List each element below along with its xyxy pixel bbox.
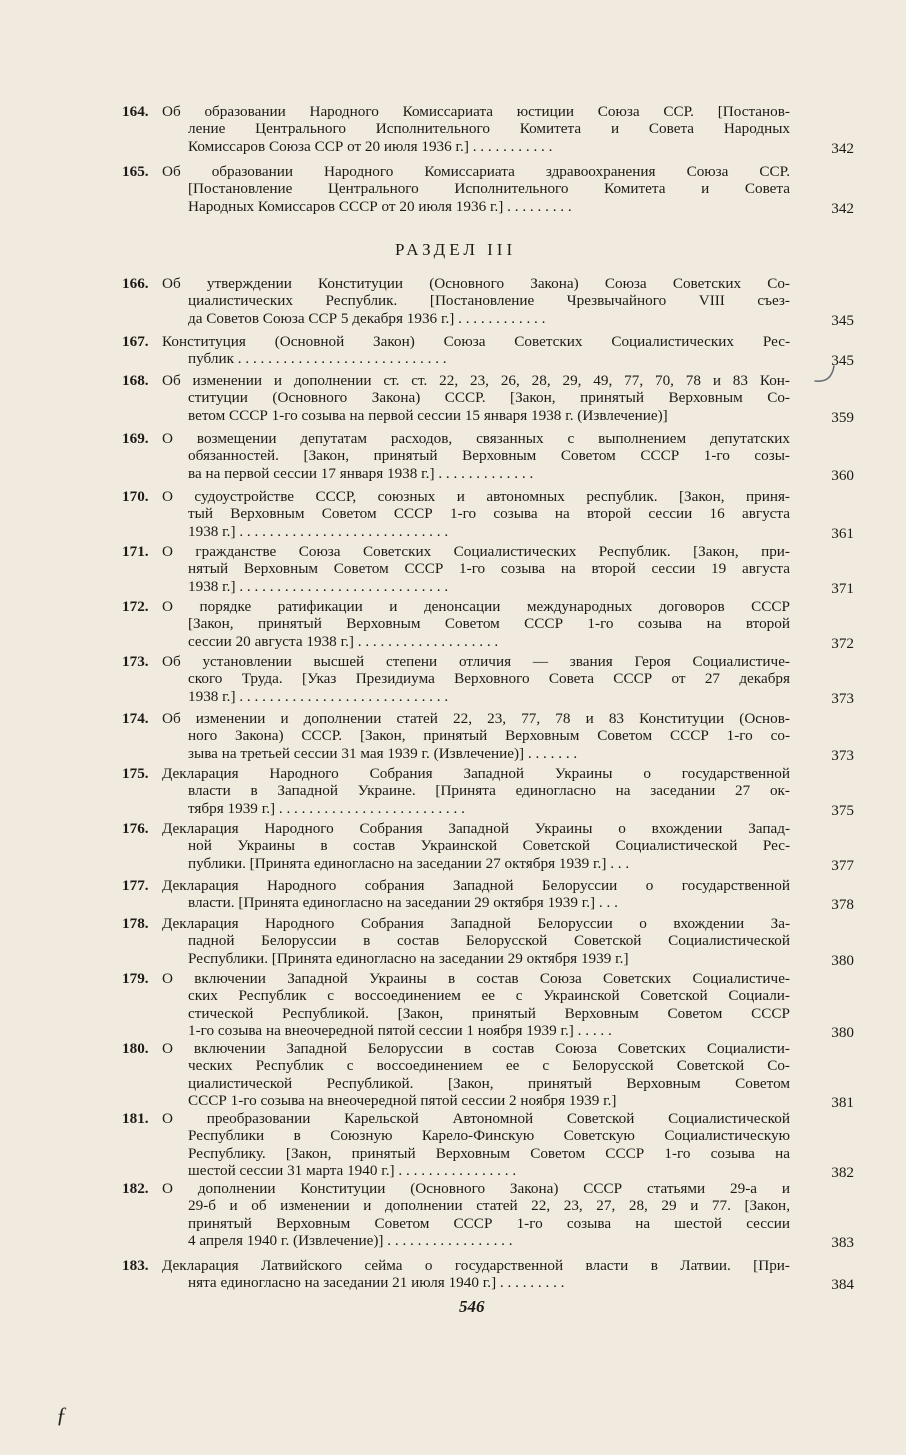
entry-title-line: О дополнении Конституции (Основного Закона) СССР статьями 29-а и [162, 1180, 790, 1197]
entry-number: 174. [122, 710, 149, 727]
entry-number: 167. [122, 333, 149, 350]
entry-title-line: ной Украины в состав Украинской Советской Социалистической Рес- [188, 837, 790, 855]
entry-title-line: нятый Верховным Советом СССР 1-го созыва на второй сессии 19 августа [188, 560, 790, 578]
entry-title [162, 915, 790, 967]
entry-title [162, 333, 790, 368]
entry-title-line: публики. [Принята единогласно на заседании 27 октября 1939 г.] . . . [188, 854, 630, 872]
entry-number: 180. [122, 1040, 149, 1057]
entry-page-number: 359 [831, 408, 854, 426]
entry-title-line: да Советов Союза ССР 5 декабря 1936 г.] . . . . . . . . . . . . [188, 309, 546, 327]
margin-mark: ƒ [56, 1402, 67, 1427]
entry-number: 179. [122, 970, 149, 987]
entry-page-number: 345 [831, 311, 854, 329]
entry-title [162, 1257, 790, 1292]
entry-number: 171. [122, 543, 149, 560]
entry-number: 166. [122, 275, 149, 292]
entry-title-line: ских Республик с воссоединением ее с Украинской Советской Социали- [188, 987, 790, 1005]
entry-page-number: 382 [831, 1164, 854, 1182]
entry-title-line: ского Труда. [Указ Президиума Верховного Совета СССР от 27 декабря [188, 670, 790, 688]
entry-page-number: 373 [831, 746, 854, 764]
entry-title [162, 598, 790, 650]
entry-title [162, 970, 790, 1040]
entry-title-line: Республики в Союзную Карело-Финскую Советскую Социалистическую [188, 1127, 790, 1145]
entry-page-number: 342 [831, 199, 854, 217]
entry-title-line: ческих Республик с воссоединением ее с Белорусской Советской Со- [188, 1057, 790, 1075]
entry-number: 181. [122, 1110, 149, 1127]
entry-title-line: циалистической Республикой. [Закон, принятый Верховным Советом [188, 1074, 790, 1092]
entry-title [162, 653, 790, 705]
entry-page-number: 372 [831, 634, 854, 652]
entry-title-line: О возмещении депутатам расходов, связанных с выполнением депутатских [162, 430, 790, 447]
entry-number: 170. [122, 488, 149, 505]
entry-page-number: 381 [831, 1094, 854, 1112]
page-number: 546 [459, 1297, 485, 1316]
entry-number: 169. [122, 430, 149, 447]
entry-number: 172. [122, 598, 149, 615]
entry-title-line: публик . . . . . . . . . . . . . . . . . . . . . . . . . . . . [188, 350, 447, 368]
entry-page-number: 345 [831, 352, 854, 370]
entry-title-line: О преобразовании Карельской Автономной Советской Социалистической [162, 1110, 790, 1127]
entry-title-line: Об образовании Народного Комиссариата юстиции Союза ССР. [Постанов- [162, 103, 790, 120]
entry-title-line: Об изменении и дополнении статей 22, 23, 77, 78 и 83 Конституции (Основ- [162, 710, 790, 727]
entry-page-number: 380 [831, 1024, 854, 1042]
entry-title-line: 1938 г.] . . . . . . . . . . . . . . . . . . . . . . . . . . . . [188, 687, 449, 705]
entry-title-line: 1938 г.] . . . . . . . . . . . . . . . . . . . . . . . . . . . . [188, 577, 449, 595]
entry-title-line: тября 1939 г.] . . . . . . . . . . . . . . . . . . . . . . . . . [188, 799, 465, 817]
entry-title [162, 372, 790, 424]
entry-number: 177. [122, 877, 149, 894]
entry-page-number: 377 [831, 856, 854, 874]
entry-title-line: СССР 1-го созыва на внеочередной пятой сессии 2 ноября 1939 г.] [188, 1092, 617, 1110]
entry-title-line: Декларация Народного собрания Западной Белоруссии о государственной [162, 877, 790, 894]
entry-title-line: зыва на третьей сессии 31 мая 1939 г. (Извлечение)] . . . . . . . [188, 744, 578, 762]
bracket-pencil-mark-icon [812, 364, 838, 386]
entry-title-line: Декларация Народного Собрания Западной Белоруссии о вхождении За- [162, 915, 790, 932]
entry-title [162, 543, 790, 595]
entry-title-line: Об образовании Народного Комиссариата здравоохранения Союза ССР. [162, 163, 790, 180]
entry-page-number: 383 [831, 1234, 854, 1252]
entry-title [162, 488, 790, 540]
entry-title-line: О включении Западной Белоруссии в состав Союза Советских Социалисти- [162, 1040, 790, 1057]
entry-number: 176. [122, 820, 149, 837]
entry-number: 183. [122, 1257, 149, 1274]
entry-page-number: 375 [831, 801, 854, 819]
entry-page-number: 380 [831, 951, 854, 969]
entry-title [162, 1040, 790, 1110]
entry-title-line: ление Центрального Исполнительного Комитета и Совета Народных [188, 120, 790, 138]
entry-title-line: 29-б и об изменении и дополнении статей 22, 23, 27, 28, 29 и 77. [Закон, [188, 1197, 790, 1215]
entry-title [162, 765, 790, 817]
entry-title-line: Конституция (Основной Закон) Союза Советских Социалистических Рес- [162, 333, 790, 350]
section-heading: РАЗДЕЛ III [395, 240, 517, 259]
entry-title-line: [Постановление Центрального Исполнительного Комитета и Совета [188, 180, 790, 198]
entry-page-number: 361 [831, 524, 854, 542]
entry-title [162, 275, 790, 327]
entry-title-line: О гражданстве Союза Советских Социалистических Республик. [Закон, при- [162, 543, 790, 560]
entry-page-number: 384 [831, 1276, 854, 1294]
entry-title-line: ва на первой сессии 17 января 1938 г.] . . . . . . . . . . . . . [188, 464, 534, 482]
entry-page-number: 378 [831, 896, 854, 914]
entry-title-line: Об утверждении Конституции (Основного Закона) Союза Советских Со- [162, 275, 790, 292]
entry-page-number: 360 [831, 466, 854, 484]
entry-title [162, 1110, 790, 1180]
entry-title-line: Об установлении высшей степени отличия — звания Героя Социалистиче- [162, 653, 790, 670]
entry-title [162, 103, 790, 155]
entry-title-line: Декларация Латвийского сейма о государственной власти в Латвии. [При- [162, 1257, 790, 1274]
entry-number: 173. [122, 653, 149, 670]
entry-title [162, 877, 790, 912]
entry-title [162, 1180, 790, 1250]
entry-title-line: О порядке ратификации и денонсации международных договоров СССР [162, 598, 790, 615]
entry-title-line: Народных Комиссаров СССР от 20 июля 1936 г.] . . . . . . . . . [188, 197, 572, 215]
entry-title-line: Декларация Народного Собрания Западной Украины о вхождении Запад- [162, 820, 790, 837]
entry-title-line: принятый Верховным Советом СССР 1-го созыва на шестой сессии [188, 1214, 790, 1232]
entry-title-line: О судоустройстве СССР, союзных и автономных республик. [Закон, приня- [162, 488, 790, 505]
entry-title-line: власти в Западной Украине. [Принята единогласно на заседании 27 ок- [188, 782, 790, 800]
entry-title-line: ветом СССР 1-го созыва на первой сессии 15 января 1938 г. (Извлечение)] [188, 406, 668, 424]
entry-title-line: О включении Западной Украины в состав Союза Советских Социалистиче- [162, 970, 790, 987]
entry-title [162, 163, 790, 215]
entry-title-line: нята единогласно на заседании 21 июля 1940 г.] . . . . . . . . . [188, 1274, 565, 1292]
entry-number: 164. [122, 103, 149, 120]
entry-title-line: тый Верховным Советом СССР 1-го созыва на второй сессии 16 августа [188, 505, 790, 523]
entry-number: 182. [122, 1180, 149, 1197]
entry-page-number: 371 [831, 579, 854, 597]
entry-title [162, 430, 790, 482]
entry-title-line: Декларация Народного Собрания Западной Украины о государственной [162, 765, 790, 782]
entry-title [162, 710, 790, 762]
entry-page-number: 342 [831, 139, 854, 157]
entry-title-line: Комиссаров Союза ССР от 20 июля 1936 г.] . . . . . . . . . . . [188, 137, 553, 155]
entry-title-line: падной Белоруссии в состав Белорусской Советской Социалистической [188, 932, 790, 950]
entry-title-line: стической Республикой. [Закон, принятый Верховным Советом СССР [188, 1004, 790, 1022]
entry-title-line: шестой сессии 31 марта 1940 г.] . . . . . . . . . . . . . . . . [188, 1162, 517, 1180]
entry-page-number: 373 [831, 689, 854, 707]
entry-title-line: 1-го созыва на внеочередной пятой сессии 1 ноября 1939 г.] . . . . . [188, 1022, 612, 1040]
entry-title-line: [Закон, принятый Верховным Советом СССР 1-го созыва на второй [188, 615, 790, 633]
entry-title-line: Республику. [Закон, принятый Верховным Советом СССР 1-го созыва на [188, 1144, 790, 1162]
entry-title-line: циалистических Республик. [Постановление Чрезвычайного VIII съез- [188, 292, 790, 310]
entry-title-line: Об изменении и дополнении ст. ст. 22, 23, 26, 28, 29, 49, 77, 70, 78 и 83 Кон- [162, 372, 790, 389]
entry-title-line: сессии 20 августа 1938 г.] . . . . . . . . . . . . . . . . . . . [188, 632, 499, 650]
entry-title-line: ституции (Основного Закона) СССР. [Закон, принятый Верховным Со- [188, 389, 790, 407]
entry-title-line: обязанностей. [Закон, принятый Верховным Советом СССР 1-го созы- [188, 447, 790, 465]
entry-number: 165. [122, 163, 149, 180]
entry-title-line: Республики. [Принята единогласно на заседании 29 октября 1939 г.] [188, 949, 629, 967]
entry-number: 175. [122, 765, 149, 782]
entry-title-line: 1938 г.] . . . . . . . . . . . . . . . . . . . . . . . . . . . . [188, 522, 449, 540]
entry-title-line: 4 апреля 1940 г. (Извлечение)] . . . . . . . . . . . . . . . . . [188, 1232, 513, 1250]
entry-title-line: ного Закона) СССР. [Закон, принятый Верховным Советом СССР 1-го со- [188, 727, 790, 745]
entry-title-line: власти. [Принята единогласно на заседании 29 октября 1939 г.] . . . [188, 894, 618, 912]
entry-number: 168. [122, 372, 149, 389]
entry-title [162, 820, 790, 872]
entry-number: 178. [122, 915, 149, 932]
